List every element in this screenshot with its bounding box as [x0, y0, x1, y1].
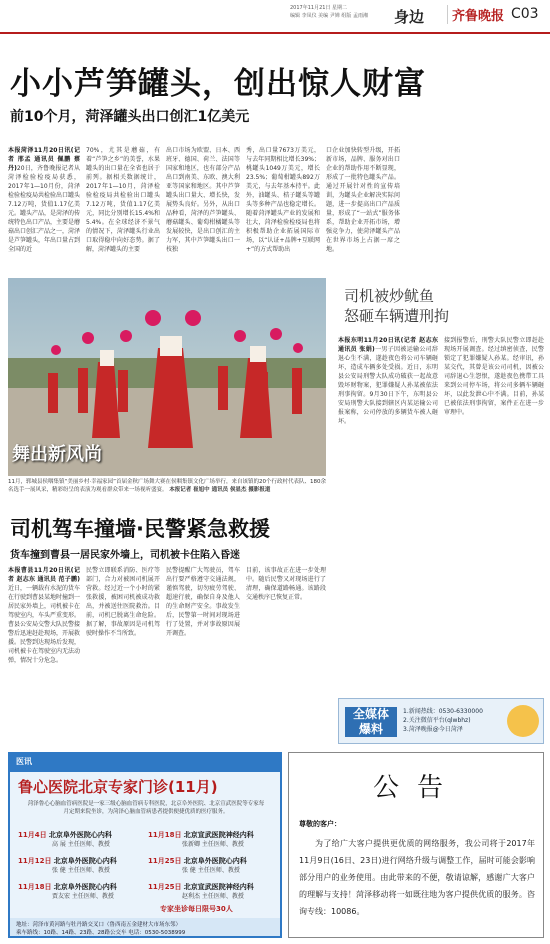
story2-column-1	[8, 566, 80, 744]
story3-headline	[344, 286, 544, 326]
ad-header-bar	[10, 754, 280, 772]
dateline: 2017年11月21日 星期二	[290, 5, 348, 11]
slot-doctor: 张新卿 主任医师、教授	[182, 841, 244, 848]
schedule-slot	[148, 830, 272, 854]
story2-byline: 本报曹县11月20日讯(记者 赵志东 通讯员 范子鹏)	[8, 567, 80, 583]
story3-byline: 本报东明11月20日讯(记者 赵志东 通讯员 张娟)	[338, 337, 438, 353]
hotline-lines	[403, 707, 483, 734]
ad-tag: 医讯	[16, 757, 32, 766]
slot-date: 11月25日	[148, 857, 182, 865]
story2-text-1: 近日，一辆载有水泥的货车在行驶到曹县某地时撞到一居民家外墙上，司机被卡在驾驶室内，车头严重变形。曹县公安局交警大队民警接警后迅速赶赴现场，开展救援。民警到达现场后发现，司机被卡在驾驶室内无法动弹，情况十分危急。	[8, 585, 80, 664]
ad-schedule	[18, 830, 274, 902]
photo-caption	[8, 478, 326, 494]
story2-subhead: 货车撞到曹县一居民家外墙上，司机被卡住陷入昏迷	[10, 550, 240, 561]
page-number: C03	[511, 6, 539, 22]
ad-title: 鲁心医院北京专家门诊(11月)	[18, 778, 218, 796]
story2-column-4: 目前，该事故正在进一步处理中。随后民警又对现场进行了清理，确保道路畅通。该路段交通秩序已恢复正常。	[246, 567, 326, 601]
slot-doctor: 赵利杰 主任医师、教授	[182, 893, 244, 900]
slot-date: 11月18日	[18, 883, 52, 891]
hospital-ad	[8, 752, 282, 938]
photo-caption-text: 11月，郓城县侯咽集镇“美丽乡村·幸福家园”首届金秋广场舞大赛在侯咽集镇文化广场举行，来自该镇的20个行政村代表队、180余名选手一展风采，精彩纷呈的表演为观看群众带来一场视听盛宴。	[8, 479, 326, 493]
editors-line: 编辑 李凤仪 美编 尹婵 组版 孟雨湘	[290, 13, 368, 19]
story3-column-1	[338, 336, 438, 692]
slot-department: 北京阜外医院心内科	[183, 857, 247, 865]
story3-text-1: 一男子因被运输公司辞退心生不满，遂趁夜色将公司车辆砸坏，造成车辆多处受损。近日，东明县公安局刑警大队成功破获一起故意毁坏财物案，犯罪嫌疑人孙某被依法刑事拘留。9月30日下午，东明县公安局刑警大队接到辖区内某运输公司报案称，公司停放的多辆货车被人砸坏。	[338, 346, 438, 425]
schedule-slot	[148, 882, 272, 906]
story3-headline-line2: 怒砸车辆遭刑拘	[344, 307, 450, 325]
slot-date: 11月12日	[18, 857, 52, 865]
story1-subhead: 前10个月，菏泽罐头出口创汇1亿美元	[10, 109, 250, 125]
hotline-phone: 1.新闻热线：0530-6330000	[403, 708, 483, 715]
story2-column-2: 民警立即联系消防、医疗等部门，合力对被困司机展开营救。经过近一个小时的紧张救援，被困司机被成功救出，并被送往医院救治。目前，司机已脱离生命危险。据了解，事故原因是司机驾驶时操作不当所致。	[86, 567, 160, 637]
story2-headline: 司机驾车撞墙·民警紧急救援	[10, 517, 270, 541]
news-hotline-box	[338, 698, 544, 744]
slot-doctor: 高 展 主任医师、教授	[52, 841, 110, 848]
slot-doctor: 贾友宏 主任医师、教授	[52, 893, 114, 900]
dance-photo	[8, 278, 326, 476]
story1-byline: 本报菏泽11月20日讯(记者 邢孟 通讯员 佩鹏 蔡丹)	[8, 147, 80, 172]
schedule-slot	[18, 882, 142, 906]
story1-column-2: 70%，尤其是蘑菇，有着“芦笋之乡”的美誉，水果罐头的出口量在全省也居于前列。据相关数据统计，2017年1—10月，菏泽检验检疫局共检验出口罐头7.12万吨，货值1.17亿美元，同比分别增长15.4%和5.4%。在全球经济不景气的情况下，菏泽罐头行业出口取得稳中向好态势。据了解，菏泽罐头的主要	[86, 147, 160, 253]
notice-greeting: 尊敬的客户：	[299, 820, 341, 828]
ad-limit-notice: 专家坐诊每日限号30人	[160, 905, 233, 913]
story1-column-5: 口企业加快转型升级，开拓新市场，品牌、服务对出口企业的帮助作用不断显现，形成了一批特色罐头产品。通过开展针对性的宣传培训，为罐头企业解决实际问题，进一步提高出口产品质量，形成了“一站式”服务体系，帮助企业开拓市场，增强竞争力，使菏泽罐头产品在世界市场上占据一席之地。	[326, 147, 400, 253]
slot-department: 北京阜外医院心内科	[53, 883, 117, 891]
slot-department: 北京宣武医院神经内科	[183, 883, 254, 891]
story1-text-1: 20日，齐鲁晚报记者从菏泽检验检疫局获悉，2017年1—10月份，菏泽检验检疫局共检验出口罐头7.12万吨，货值1.17亿美元。罐头产品，是菏泽的传统特色出口产品，主要是蘑菇出口创汇产品之一，菏泽是芦笋罐头，年出口量占到全国的近	[8, 165, 80, 253]
slot-doctor: 张 健 主任医师、教授	[52, 867, 110, 874]
slot-department: 北京阜外医院心内科	[53, 857, 117, 865]
photo-title: 舞出新风尚	[12, 444, 102, 465]
schedule-slot	[18, 856, 142, 880]
story1-column-4: 秀，出口量7673万美元，与去年同期相比增长39%；桃罐头1049万美元，增长23.5%；葡萄柑罐头892万美元，与去年基本持平。此外，油罐头、桔子罐头等罐头等多种产品也稳定增长。随着菏泽罐头产业的发展和壮大，菏泽检验检疫局也将积极帮助企业拓展国际市场，以“认证+品牌+互联网+”的方式帮助出	[246, 147, 320, 253]
ad-address: 地址：菏泽市黄河路与牡丹路交叉口（鲁西南五金建材大市场东邻）	[16, 922, 182, 928]
story1-column-3: 出口市场为欧盟、日本、西班牙、德国、荷兰、法国等国家和地区，也有部分产品出口到南美、东欧、澳大利亚等国家和地区。其中芦笋罐头出口量大、增长快，发展势头良好。另外，从出口品种看，菏泽的芦笋罐头、蘑菇罐头、葡萄柑橘罐头等发展较快，是出口创汇的主力军，其中芦笋罐头出口一枝独	[166, 147, 240, 253]
story2-column-3: 民警提醒广大驾驶员，驾车出行要严格遵守交通法规，谨慎驾驶，切勿疲劳驾驶、超速行驶，确保自身及他人的生命财产安全。事故发生后，民警第一时间对现场进行了处置，并对事故原因展开调查。	[166, 567, 240, 637]
hotline-mascot-icon	[507, 705, 539, 737]
story1-column-1	[8, 146, 80, 272]
hotline-wechat: 2.关注微信平台(qlwbhz)	[403, 717, 471, 724]
photo-credit: 本报记者 崔旭中 通讯员 侯显杰 摄影报道	[169, 487, 271, 493]
hotline-title: 全媒体 爆料	[345, 707, 397, 737]
schedule-slot	[148, 856, 272, 880]
notice-title: 公告	[372, 773, 461, 803]
story3-headline-line1: 司机被炒鱿鱼	[344, 287, 435, 305]
brand-logo: 齐鲁晚报	[447, 5, 504, 24]
public-notice	[288, 752, 544, 938]
slot-department: 北京阜外医院心内科	[48, 831, 112, 839]
story1-headline: 小小芦笋罐头，创出惊人财富	[10, 66, 426, 102]
story3-column-2: 接到报警后，刑警大队民警立即赶赴现场开展调查。经过缜密侦查，民警锁定了犯罪嫌疑人孙某。经审讯，孙某交代，其曾是该公司司机，因被公司辞退心生怨恨，遂趁夜色携带工具来到公司停车场，将公司多辆车辆砸坏，以此发泄心中不满。目前，孙某已被依法刑事拘留，案件正在进一步审理中。	[444, 337, 544, 416]
notice-body: 为了给广大客户提供更优质的网络服务，我公司将于2017年11月9日(16日、23日)进行网络升级与调整工作，届时可能会影响部分用户的业务使用。由此带来的不便，敬请谅解，感谢广大客户的理解与支持！菏泽移动将一如既往地为客户提供优质的服务。咨询专线：10086。	[299, 839, 535, 916]
page-header	[0, 0, 550, 34]
slot-date: 11月4日	[18, 831, 47, 839]
slot-date: 11月25日	[148, 883, 182, 891]
ad-footer	[10, 918, 280, 938]
slot-department: 北京宣武医院神经内科	[183, 831, 254, 839]
schedule-slot	[18, 830, 142, 854]
slot-date: 11月18日	[148, 831, 182, 839]
ad-description: 菏泽鲁心心脑血管病医院是一家三级心脑血管病专科医院，北京阜外医院、北京宣武医院等专家每月定期来院坐诊，为菏泽心脑血管病患者提供便捷优质的医疗服务。	[27, 801, 265, 815]
slot-doctor: 张 健 主任医师、教授	[182, 867, 240, 874]
ad-route: 乘车路线：10路、14路、23路、28路公交车 电话：0530-5038999	[16, 930, 186, 936]
hotline-weibo: 3.菏泽晚报@今日菏泽	[403, 726, 463, 733]
section-name: 身边	[394, 8, 425, 26]
